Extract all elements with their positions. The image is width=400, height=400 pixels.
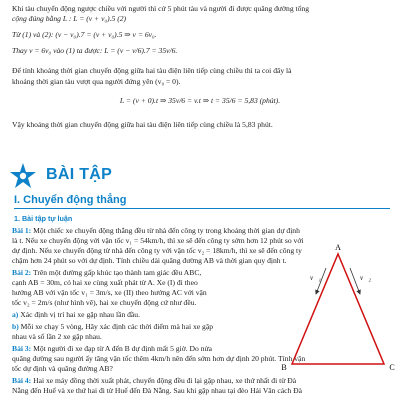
exercise-2b: b) Mỗi xe chạy 5 vòng, Hãy xác định các thời điểm mà hai xe gặp — [12, 322, 213, 331]
exercise-4-label: Bài 4: — [12, 376, 32, 385]
subsection-heading: 1. Bài tập tự luận — [14, 214, 73, 223]
velocity-v2-label: v⃗₂ — [360, 274, 371, 282]
exercise-1-line-4: chậm hơn 24 phút so với dự định. Tính chiều dài quãng đường AB và thời gian quy định t. — [12, 256, 287, 265]
intro-line-1: Khi tàu chuyển động ngược chiều với người thì cứ 5 phút tàu và người đi được quãng đường tổng — [12, 4, 310, 13]
exercise-1-label: Bài 1: — [12, 226, 32, 235]
arrow-v2 — [350, 268, 360, 294]
vertex-c-label: C — [389, 363, 395, 372]
intro-line-3: Từ (1) và (2): (v − v₀).7 = (v + v₀).5 ⇒ v = 6v₀. — [12, 30, 157, 39]
intro-line-6: khoảng thời gian tàu vượt qua người đứng yên (v₀ = 0). — [12, 77, 181, 86]
exercise-3-line-2: quãng đường sau người ấy tăng vận tốc thêm 4km/h nên đến sớm hơn dự định 20 phút. Tính vận — [12, 354, 306, 363]
triangle-figure — [280, 240, 398, 372]
exercise-4-line-1: Bài 4: Hai xe máy đồng thời xuất phát, chuyển động đều đi lại gặp nhau, xe thứ nhất đi từ Đà — [12, 376, 297, 385]
exercise-2a-label: a) — [12, 310, 19, 319]
exercise-banner-title: BÀI TẬP — [46, 166, 113, 183]
exercise-2-line-1: Bài 2: Trên một đường gấp khúc tạo thành tam giác đều ABC, — [12, 268, 202, 277]
exercise-2b-label: b) — [12, 322, 19, 331]
exercise-2a: a) Xác định vị trí hai xe gặp nhau lần đầu. — [12, 310, 141, 319]
triangle-abc — [292, 254, 384, 364]
velocity-v1-label: v⃗₁ — [310, 274, 321, 282]
vertex-b-label: B — [281, 363, 287, 372]
exercise-2-label: Bài 2: — [12, 268, 32, 277]
exercise-4-line-2: Nẵng đến Huế và xe thứ hai đi từ Huế đến Đà Nẵng. Sau khi gặp nhau tại đèo Hải Vân cách Đà — [12, 386, 303, 395]
exercise-2-line-4: tốc v₂ = 2m/s (như hình vẽ), hai xe chuyển động cứ như đều. — [12, 298, 197, 307]
exercise-3-line-3: tốc dự định và quãng đường AB? — [12, 364, 113, 373]
exercise-1-line-2: là t. Nếu xe chuyển động với vận tốc v₁ = 54km/h, thì xe sẽ đến công ty sớm hơn 12 phút so với — [12, 236, 304, 245]
exercise-3-line-1: Bài 3: Một người đi xe đạp từ A đến B dự định mất 5 giờ. Do nửa — [12, 344, 212, 353]
exercise-banner-icon — [6, 162, 40, 192]
intro-line-4: Thay v = 6v₀ vào (1) ta được: L = (v − v/6).7 = 35v/6. — [12, 46, 178, 55]
vertex-a-label: A — [335, 243, 341, 252]
exercise-2-line-2: cạnh AB = 30m, có hai xe cùng xuất phát từ A. Xe (I) đi theo — [12, 278, 198, 287]
exercise-1-line-1: Bài 1: Một chiếc xe chuyển động thẳng đều từ nhà đến công ty trong khoảng thời gian dự định — [12, 226, 300, 235]
section-divider — [14, 208, 390, 209]
exercise-2-line-3: hướng AB với vận tốc v₁ = 3m/s, xe (II) theo hướng AC với vận — [12, 288, 207, 297]
intro-line-5: Để tính khoảng thời gian chuyển động giữa hai tàu điện liên tiếp cùng chiều thì ta coi đây là — [12, 66, 292, 75]
exercise-3-label: Bài 3: — [12, 344, 32, 353]
exercise-2b-line-2: nhau và số lần 2 xe gặp nhau. — [12, 332, 102, 341]
intro-line-2: cộng đúng bằng L : L = (v + v₀).5 (2) — [12, 14, 127, 23]
exercise-1-line-3: dự định. Nếu xe chuyển động từ nhà đến công ty với vận tốc v₂ = 18km/h, thì xe sẽ đến công ty — [12, 246, 302, 255]
intro-conclusion: Vậy khoảng thời gian chuyển động giữa hai tàu điện liên tiếp cùng chiều là 5,83 phút. — [12, 120, 273, 129]
intro-equation: L = (v + 0).t ⇒ 35v/6 = v.t ⇒ t = 35/6 = 5,83 (phút). — [119, 96, 281, 105]
section-heading: I. Chuyển động thẳng — [14, 194, 127, 206]
